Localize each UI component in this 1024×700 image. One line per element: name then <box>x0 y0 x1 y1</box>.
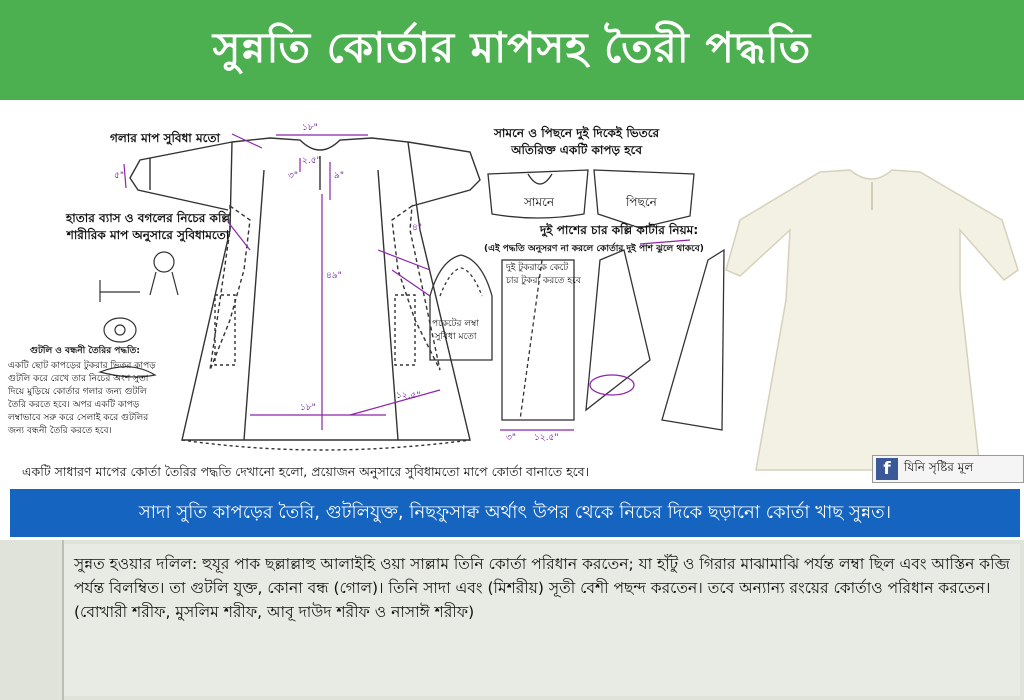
note-side-rail <box>12 540 64 700</box>
pocket-label: পকেটের লম্বা সুবিধা মতো <box>432 319 479 342</box>
page-title: সুন্নতি কোর্তার মাপসহ তৈরী পদ্ধতি <box>212 22 812 72</box>
note-box <box>64 544 1020 696</box>
dim-gusset: ৪" <box>412 223 422 233</box>
dim-length: ৪৯" <box>326 271 342 281</box>
dim-neck-width: ২.৫" <box>302 156 321 166</box>
evidence-text: সুন্নত হওয়ার দলিল: হুযূর পাক ছল্লাল্লাহু আলাইহি ওয়া সাল্লাম তিনি কোর্তা পরিধান করতেন; যা হাঁটু ও গিরার মাঝামাঝি পর্যন্ত লম্বা ছিল এবং আস্তিন কব্জি পর্যন্ত বিলম্বিত। তা গুটলি যুক্ত, কোনা বন্ধ (গোল)। তিনি সাদা এবং (মিশরীয়) সূতী বেশী পছন্দ করতেন। তবে অন্যান্য রংয়ের কোর্তাও পরিধান করতেন। <box>74 555 1010 597</box>
lining-pieces <box>488 170 694 228</box>
dim-panel-bottom: ১২.৫" <box>534 433 559 443</box>
side-panel-rule-note: (এই পদ্ধতি অনুসরণ না করলে কোর্তার দুই পাশ ঝুলে থাকবে) <box>484 244 704 254</box>
dim-flare: ১২.৫" <box>396 391 421 401</box>
side-panel-rule-title: দুই পাশের চার কল্লি কাটার নিয়ম: <box>540 223 699 237</box>
dim-neck-depth: ৩" <box>288 171 298 181</box>
button-method-title: গুটলি ও বন্ধনী তৈরির পদ্ধতি: <box>30 346 140 356</box>
title-bar <box>0 0 1024 100</box>
button-sketch <box>100 252 178 377</box>
cut-note: দুই টুকরাকে কেটে চার টুকরা করতে হবে <box>506 263 581 286</box>
dim-hem: ১৮" <box>300 403 316 413</box>
banner-text: সাদা সুতি কাপড়ের তৈরি, গুটলিযুক্ত, নিছফুসাক্ব অর্থাৎ উপর থেকে নিচের দিকে ছড়ানো কোর্তা খাছ সুন্নত। <box>138 501 892 523</box>
dim-shoulder: ১৮" <box>302 123 318 133</box>
button-method-text: একটি ছোট কাপড়ের টুকরার ভিতর কাপড় গুটলি করে রেখে তার নিচের অংশ সুতা দিয়ে মুড়িয়ে কোর্তার গলার জন্য গুটলি তৈরি করতে হবে। অপর একটি কাপড় লম্বাভাবে সরু করে সেলাই করে গুটলির জন্য বন্ধনী তৈরি করতে হবে। <box>8 361 156 436</box>
sleeve-size-label: হাতার ব্যাস ও বগলের নিচের কল্লি শারীরিক মাপ অনুসারে সুবিধামতো <box>66 211 230 242</box>
lining-label: সামনে ও পিছনে দুই দিকেই ভিতরে অতিরিক্ত একটি কাপড় হবে <box>494 126 660 157</box>
kurta-pattern-diagram <box>0 110 1024 480</box>
evidence-reference: (বোখারী শরীফ, মুসলিম শরীফ, আবূ দাউদ শরীফ ও নাসাঈ শরীফ) <box>74 603 475 621</box>
pattern-caption: একটি সাধারণ মাপের কোর্তা তৈরির পদ্ধতি দেখানো হলো, প্রয়োজন অনুসারে সুবিধামতো মাপে কোর্তা বানাতে হবে। <box>22 464 590 479</box>
sunnah-banner <box>10 489 1020 537</box>
facebook-page-badge[interactable] <box>872 455 1024 483</box>
dim-panel-top: ৩" <box>506 433 516 443</box>
front-label: সামনে <box>524 195 555 209</box>
kurta-photo <box>726 170 1018 470</box>
pocket-piece <box>430 255 492 360</box>
back-label: পিছনে <box>626 195 657 209</box>
dim-placket: ৯" <box>334 171 344 181</box>
dimension-lines <box>124 135 440 430</box>
dim-sleeve-end: ৫" <box>114 171 124 181</box>
evidence-note-panel <box>0 540 1024 700</box>
neck-size-label: গলার মাপ সুবিধা মতো <box>110 131 220 145</box>
facebook-page-name: যিনি সৃষ্টির মূল <box>904 460 974 474</box>
note-text-block <box>74 552 1014 624</box>
facebook-icon: f <box>876 458 898 480</box>
